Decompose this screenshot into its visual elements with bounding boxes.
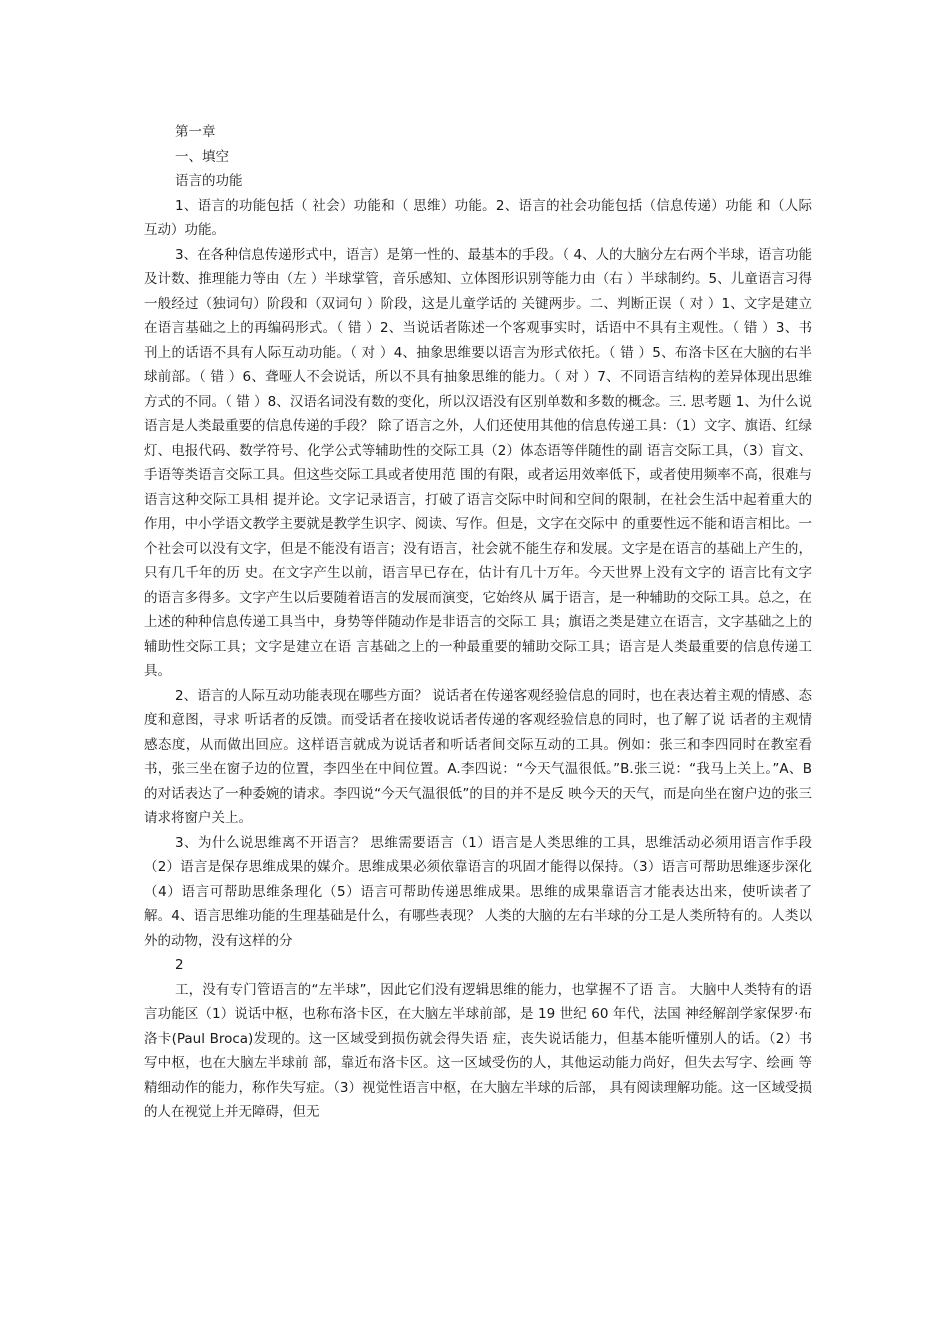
page-number: 2 [175, 957, 184, 973]
paragraph-continued: 工，没有专门管语言的“左半球”，因此它们没有逻辑思维的能力，也掌握不了语 言。 大脑中人类特有的语言功能区（1）说话中枢，也称布洛卡区，在大脑左半球前部，是 19 世纪 60 年代，法国 神经解剖学家保罗·布洛卡(Paul Broca)发现的。这一区域受到损伤就会得失语 症，丧失说话能力，但基本能听懂别人的话。（2）书写中枢，也在大脑左半球前 部，靠近布洛卡区。这一区域受伤的人，其他运动能力尚好，但失去写字、绘画 等精细动作的能力，称作失写症。（3）视觉性语言中枢，在大脑左半球的后部， 具有阅读理解功能。这一区域受损的人在视觉上并无障碍，但无 [144, 981, 812, 1120]
section-title: 一、填空 [175, 148, 229, 165]
paragraph-question-3: 3、为什么说思维离不开语言？ 思维需要语言（1）语言是人类思维的工具，思维活动必须用语言作手段（2）语言是保存思维成果的媒介。思维成果必须依靠语言的巩固才能得以保持。（3）语言可帮助思维逐步深化（4）语言可帮助思维条理化（5）语言可帮助传递思维成果。思维的成果靠语言才能表达出来，使听读者了 解。4、语言思维功能的生理基础是什么，有哪些表现？ 人类的大脑的左右半球的分工是人类所特有的。人类以外的动物，没有这样的分 [144, 834, 812, 949]
paragraph-fill-blank-1: 1、语言的功能包括（ 社会）功能和（ 思维）功能。2、语言的社会功能包括（信息传递）功能 和（人际互动）功能。 [144, 197, 812, 238]
chapter-title: 第一章 [175, 124, 216, 140]
document-page [144, 120, 812, 1125]
subsection-title: 语言的功能 [175, 173, 243, 189]
paragraph-fill-blank-2: 3、在各种信息传递形式中，语言）是第一性的、最基本的手段。（ 4、人的大脑分左右两个半球，语言功能及计数、推理能力等由（左 ）半球掌管，音乐感知、立体图形识别等能力由（右 ）半球制约。5、儿童语言习得一般经过（独词句）阶段和（双词句 ）阶段，这是儿童学话的 关键两步。二、判断正误（ 对 ）1、文字是建立在语言基础之上的再编码形式。（ 错 ）2、当说话者陈述一个客观事实时，话语中不具有主观性。（ 错 ）3、书刊上的话语不具有人际互动功能。（ 对 ）4、抽象思维要以语言为形式依托。（ 错 ）5、布洛卡区在大脑的右半球前部。（ 错 ）6、聋哑人不会说话，所以不具有抽象思维的能力。（ 对 ）7、不同语言结构的差异体现出思维方式的不同。（ 错 ）8、汉语名词没有数的变化，所以汉语没有区别单数和多数的概念。三. 思考题 1、为什么说语言是人类最重要的信息传递的手段？ 除了语言之外，人们还使用其他的信息传递工具：（1）文字、旗语、红绿灯、电报代码、数学符号、化学公式等辅助性的交际工具（2）体态语等伴随性的副 语言交际工具，（3）盲文、手语等类语言交际工具。但这些交际工具或者使用范 围的有限，或者运用效率低下，或者使用频率不高，很难与语言这种交际工具相 提并论。文字记录语言，打破了语言交际中时间和空间的限制，在社会生活中起着重大的 作用，中小学语文教学主要就是教学生识字、阅读、写作。但是，文字在交际中 的重要性远不能和语言相比。一个社会可以没有文字，但是不能没有语言；没有语言，社会就不能生存和发展。文字是在语言的基础上产生的，只有几千年的历 史。在文字产生以前，语言早已存在，估计有几十万年。今天世界上没有文字的 语言比有文字的语言多得多。文字产生以后要随着语言的发展而演变，它始终从 属于语言，是一种辅助的交际工具。总之，在上述的种种信息传递工具当中，身势等伴随动作是非语言的交际工 具；旗语之类是建立在语言，文字基础之上的辅助性交际工具；文字是建立在语 言基础之上的一种最重要的辅助交际工具；语言是人类最重要的信息传递工具。 [144, 246, 812, 679]
paragraph-question-2: 2、语言的人际互动功能表现在哪些方面？ 说话者在传递客观经验信息的同时，也在表达着主观的情感、态度和意图，寻求 听话者的反馈。而受话者在接收说话者传递的客观经验信息的同时，也了解了说 话者的主观情感态度，从而做出回应。这样语言就成为说话者和听话者间交际互动的工具。例如：张三和李四同时在教室看书，张三坐在窗子边的位置，李四坐在中间位置。A.李四说：“今天气温很低。”B.张三说：“我马上关上。”A、B 的对话表达了一种委婉的请求。李四说“今天气温很低”的目的并不是反 映今天的天气，而是向坐在窗户边的张三请求将窗户关上。 [144, 687, 812, 826]
